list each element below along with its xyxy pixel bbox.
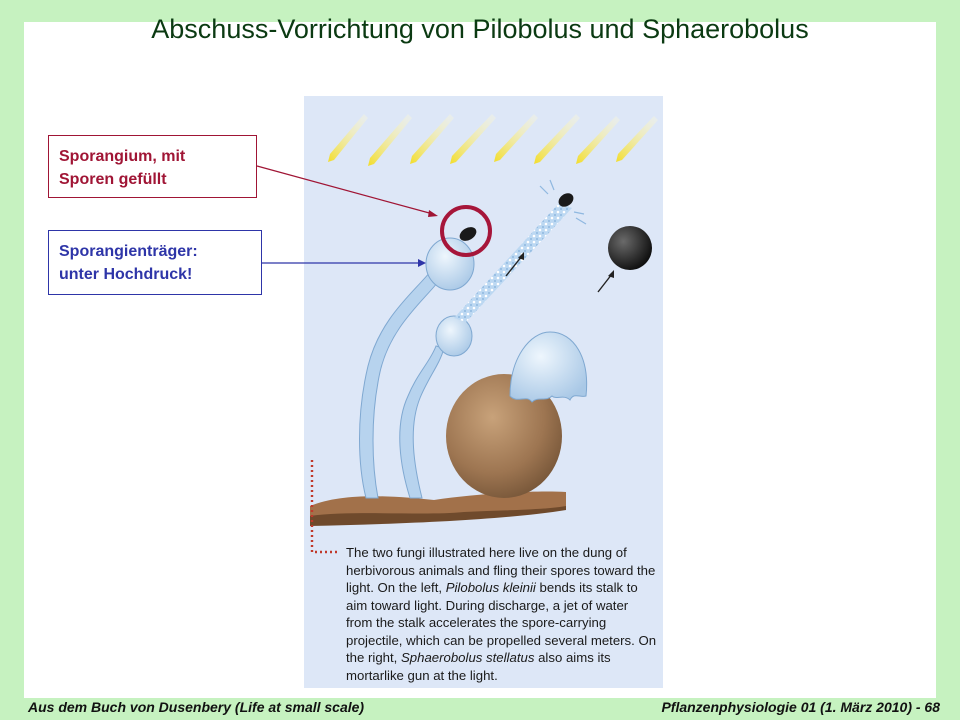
sphaerobolus-glebal-mass xyxy=(608,226,652,270)
caption-text: The two fungi illustrated here live on the dung of herbivorous animals and fling their spores toward the light. On the left, xyxy=(346,545,656,595)
sporangiophore-label-line1: Sporangienträger: xyxy=(59,243,198,260)
sporangium-label-line1: Sporangium, mit xyxy=(59,148,186,165)
sporangiophore-label-line2: unter Hochdruck! xyxy=(59,266,193,283)
sporangium-label-line2: Sporen gefüllt xyxy=(59,171,167,188)
footer-course: Pflanzenphysiologie 01 (1. März 2010) - 68 xyxy=(661,699,940,715)
pilobolus-vesicle-middle xyxy=(436,316,472,356)
sporangiophore-label xyxy=(48,230,262,295)
pilobolus-vesicle-left xyxy=(426,238,474,290)
sporangium-label xyxy=(48,135,257,198)
footer-source: Aus dem Buch von Dusenbery (Life at small scale) xyxy=(28,699,365,715)
slide-title: Abschuss-Vorrichtung von Pilobolus und Sphaerobolus xyxy=(151,14,809,44)
figure-caption xyxy=(346,544,658,684)
caption-text: also aims its mortarlike gun at the light. xyxy=(346,650,611,683)
caption-text: bends its stalk to aim toward light. During discharge, a jet of water from the stalk accelerates the spore-carrying projectile, which can be propelled several meters. On the right, xyxy=(346,580,657,665)
caption-species-pilobolus: Pilobolus kleinii xyxy=(445,580,536,595)
caption-species-sphaerobolus: Sphaerobolus stellatus xyxy=(400,650,535,665)
